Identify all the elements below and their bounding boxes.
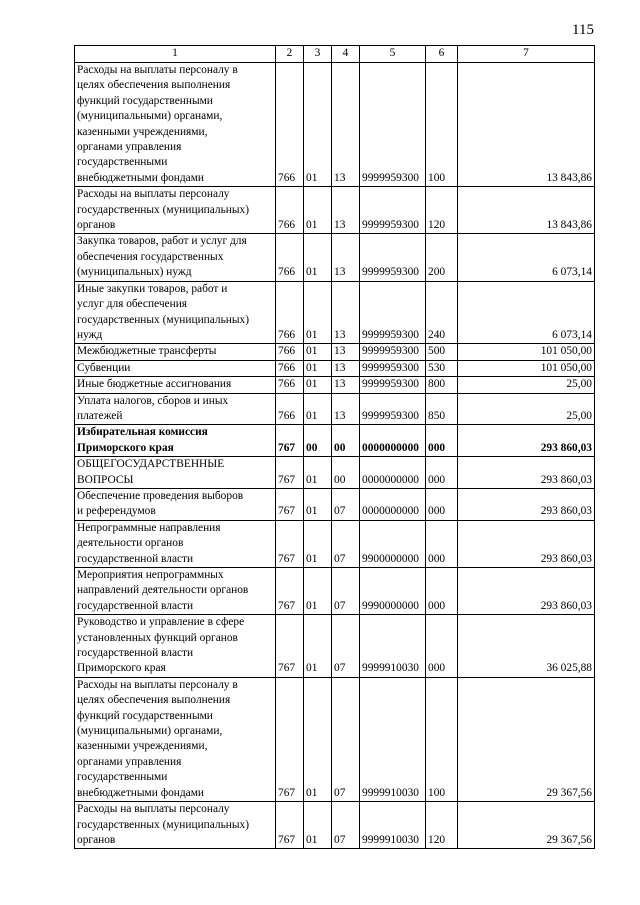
table-row	[75, 802, 595, 849]
page-number: 115	[572, 22, 594, 38]
row-ved-cell: 766	[276, 187, 304, 234]
row-vr-cell: 800	[426, 377, 458, 393]
row-csr-cell: 0000000000	[360, 488, 426, 520]
row-vr-cell: 500	[426, 344, 458, 360]
table-row	[75, 520, 595, 567]
row-name-cell: Мероприятия непрограммных направлений деятельности органов государственной власти	[75, 568, 276, 615]
row-csr-cell: 9999959300	[360, 377, 426, 393]
table-row	[75, 360, 595, 376]
row-ved-cell: 766	[276, 377, 304, 393]
row-rz-cell: 00	[304, 425, 332, 457]
row-ved-cell: 767	[276, 677, 304, 801]
row-name-cell: Иные закупки товаров, работ и услуг для обеспечения государственных (муниципальных) нужд	[75, 281, 276, 344]
row-rz-cell: 01	[304, 457, 332, 489]
row-pr-cell: 13	[332, 187, 360, 234]
row-rz-cell: 01	[304, 63, 332, 187]
row-name-cell: Иные бюджетные ассигнования	[75, 377, 276, 393]
row-csr-cell: 9999959300	[360, 344, 426, 360]
row-rz-cell: 01	[304, 187, 332, 234]
table-row	[75, 187, 595, 234]
row-pr-cell: 00	[332, 457, 360, 489]
row-csr-cell: 0000000000	[360, 457, 426, 489]
row-vr-cell: 240	[426, 281, 458, 344]
row-rz-cell: 01	[304, 360, 332, 376]
row-csr-cell: 9999910030	[360, 677, 426, 801]
row-name-cell: Уплата налогов, сборов и иных платежей	[75, 393, 276, 425]
row-ved-cell: 767	[276, 520, 304, 567]
row-ved-cell: 766	[276, 360, 304, 376]
row-ved-cell: 767	[276, 568, 304, 615]
table-row	[75, 488, 595, 520]
header-cell-7: 7	[458, 46, 595, 63]
row-name-cell: Руководство и управление в сфере установленных функций органов государственной власти Приморского края	[75, 615, 276, 678]
table-row	[75, 393, 595, 425]
row-ved-cell: 767	[276, 615, 304, 678]
row-ved-cell: 767	[276, 488, 304, 520]
row-pr-cell: 13	[332, 344, 360, 360]
row-vr-cell: 000	[426, 457, 458, 489]
row-csr-cell: 9999910030	[360, 802, 426, 849]
row-rz-cell: 01	[304, 802, 332, 849]
row-rz-cell: 01	[304, 344, 332, 360]
row-vr-cell: 000	[426, 568, 458, 615]
row-rz-cell: 01	[304, 377, 332, 393]
row-ved-cell: 767	[276, 457, 304, 489]
row-sum-cell: 29 367,56	[458, 677, 595, 801]
row-rz-cell: 01	[304, 615, 332, 678]
row-csr-cell: 9999959300	[360, 187, 426, 234]
row-vr-cell: 120	[426, 187, 458, 234]
row-sum-cell: 293 860,03	[458, 425, 595, 457]
header-cell-4: 4	[332, 46, 360, 63]
row-ved-cell: 767	[276, 425, 304, 457]
row-pr-cell: 13	[332, 234, 360, 281]
row-name-cell: Субвенции	[75, 360, 276, 376]
row-csr-cell: 9999959300	[360, 360, 426, 376]
row-sum-cell: 29 367,56	[458, 802, 595, 849]
row-sum-cell: 293 860,03	[458, 457, 595, 489]
table-row	[75, 344, 595, 360]
row-sum-cell: 25,00	[458, 393, 595, 425]
row-vr-cell: 100	[426, 63, 458, 187]
header-cell-2: 2	[276, 46, 304, 63]
table-row	[75, 615, 595, 678]
row-ved-cell: 766	[276, 281, 304, 344]
row-pr-cell: 13	[332, 63, 360, 187]
row-sum-cell: 25,00	[458, 377, 595, 393]
row-rz-cell: 01	[304, 677, 332, 801]
row-name-cell: Расходы на выплаты персоналу государственных (муниципальных) органов	[75, 187, 276, 234]
row-ved-cell: 766	[276, 234, 304, 281]
row-vr-cell: 100	[426, 677, 458, 801]
row-vr-cell: 200	[426, 234, 458, 281]
row-vr-cell: 000	[426, 520, 458, 567]
header-cell-5: 5	[360, 46, 426, 63]
row-sum-cell: 101 050,00	[458, 360, 595, 376]
row-vr-cell: 000	[426, 488, 458, 520]
row-pr-cell: 00	[332, 425, 360, 457]
header-cell-3: 3	[304, 46, 332, 63]
row-ved-cell: 766	[276, 344, 304, 360]
row-ved-cell: 767	[276, 802, 304, 849]
row-pr-cell: 13	[332, 360, 360, 376]
budget-table	[74, 45, 595, 849]
row-rz-cell: 01	[304, 393, 332, 425]
row-rz-cell: 01	[304, 281, 332, 344]
row-ved-cell: 766	[276, 63, 304, 187]
row-pr-cell: 13	[332, 393, 360, 425]
row-vr-cell: 000	[426, 615, 458, 678]
row-name-cell: Расходы на выплаты персоналу государственных (муниципальных) органов	[75, 802, 276, 849]
row-pr-cell: 07	[332, 677, 360, 801]
row-pr-cell: 07	[332, 520, 360, 567]
table-row	[75, 377, 595, 393]
row-pr-cell: 13	[332, 281, 360, 344]
table-row	[75, 425, 595, 457]
row-csr-cell: 9999910030	[360, 615, 426, 678]
row-sum-cell: 293 860,03	[458, 488, 595, 520]
row-name-cell: Обеспечение проведения выборов и референдумов	[75, 488, 276, 520]
row-csr-cell: 9990000000	[360, 568, 426, 615]
row-sum-cell: 6 073,14	[458, 234, 595, 281]
row-csr-cell: 0000000000	[360, 425, 426, 457]
row-sum-cell: 13 843,86	[458, 63, 595, 187]
row-csr-cell: 9999959300	[360, 234, 426, 281]
row-vr-cell: 000	[426, 425, 458, 457]
row-name-cell: Избирательная комиссия Приморского края	[75, 425, 276, 457]
row-sum-cell: 36 025,88	[458, 615, 595, 678]
row-pr-cell: 07	[332, 568, 360, 615]
table-body	[75, 63, 595, 849]
row-rz-cell: 01	[304, 568, 332, 615]
row-csr-cell: 9999959300	[360, 63, 426, 187]
row-name-cell: Расходы на выплаты персоналу в целях обеспечения выполнения функций государственными (муниципальными) органами, казенными учреждениями, органами управления государственными внебюджетными фондами	[75, 677, 276, 801]
row-csr-cell: 9999959300	[360, 393, 426, 425]
row-vr-cell: 530	[426, 360, 458, 376]
row-sum-cell: 101 050,00	[458, 344, 595, 360]
row-pr-cell: 07	[332, 615, 360, 678]
table-row	[75, 63, 595, 187]
row-sum-cell: 6 073,14	[458, 281, 595, 344]
row-vr-cell: 850	[426, 393, 458, 425]
row-rz-cell: 01	[304, 234, 332, 281]
header-cell-6: 6	[426, 46, 458, 63]
row-sum-cell: 13 843,86	[458, 187, 595, 234]
header-cell-1: 1	[75, 46, 276, 63]
row-rz-cell: 01	[304, 520, 332, 567]
row-ved-cell: 766	[276, 393, 304, 425]
row-csr-cell: 9999959300	[360, 281, 426, 344]
row-rz-cell: 01	[304, 488, 332, 520]
row-name-cell: Расходы на выплаты персоналу в целях обеспечения выполнения функций государственными (муниципальными) органами, казенными учреждениями, органами управления государственными внебюджетными фондами	[75, 63, 276, 187]
row-sum-cell: 293 860,03	[458, 568, 595, 615]
table-row	[75, 677, 595, 801]
table-row	[75, 281, 595, 344]
row-name-cell: ОБЩЕГОСУДАРСТВЕННЫЕ ВОПРОСЫ	[75, 457, 276, 489]
table-row	[75, 234, 595, 281]
table-row	[75, 568, 595, 615]
row-name-cell: Закупка товаров, работ и услуг для обеспечения государственных (муниципальных) нужд	[75, 234, 276, 281]
row-pr-cell: 13	[332, 377, 360, 393]
row-sum-cell: 293 860,03	[458, 520, 595, 567]
row-csr-cell: 9900000000	[360, 520, 426, 567]
row-name-cell: Межбюджетные трансферты	[75, 344, 276, 360]
row-pr-cell: 07	[332, 488, 360, 520]
row-name-cell: Непрограммные направления деятельности органов государственной власти	[75, 520, 276, 567]
header-row	[75, 46, 595, 63]
table-row	[75, 457, 595, 489]
row-vr-cell: 120	[426, 802, 458, 849]
row-pr-cell: 07	[332, 802, 360, 849]
